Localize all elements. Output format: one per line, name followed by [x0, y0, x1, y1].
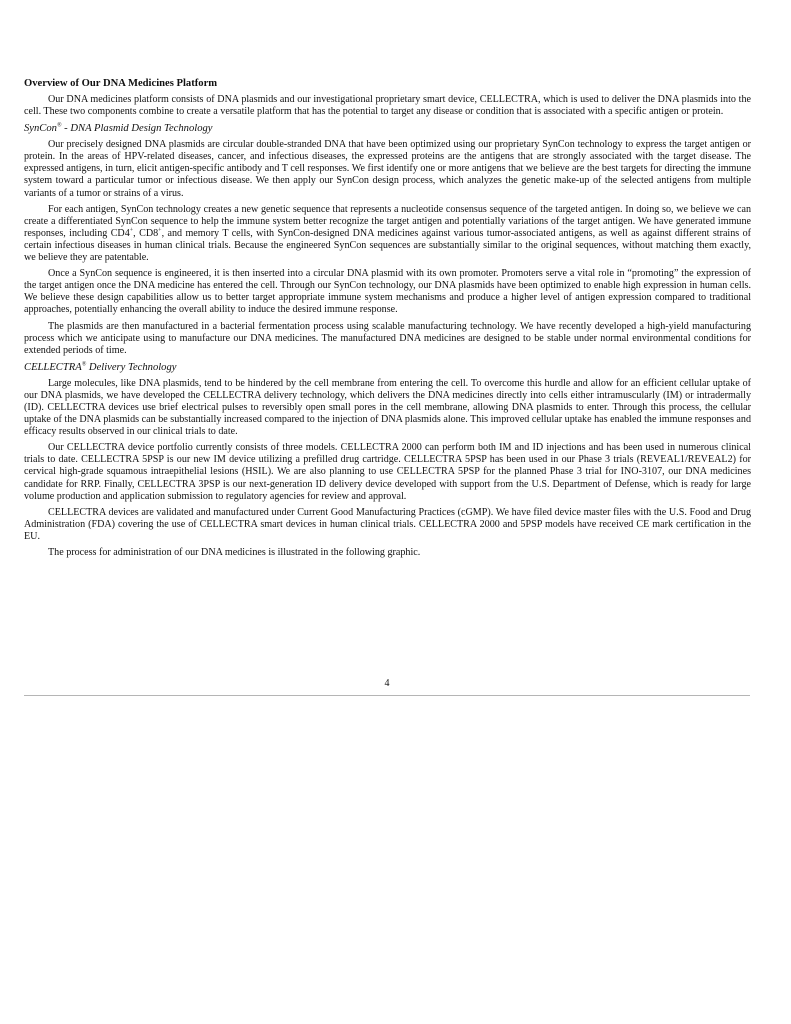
syncon-p2-text-a: For each antigen, SynCon technology creates a new genetic sequence that represents a nucleotide consensus sequence of the targeted antigen. In doing so, we believe we can create a differentiated SynCon sequence to help the immune system better recognize the target antigen and potentially variations of the target antigen. We have generated immune responses, including CD4 — [24, 203, 751, 239]
footer-divider — [24, 695, 750, 696]
cellectra-paragraph-4: The process for administration of our DNA medicines is illustrated in the following graphic. — [48, 547, 421, 558]
cellectra-registered-mark: ® — [81, 361, 87, 368]
section-title: Overview of Our DNA Medicines Platform — [24, 78, 218, 89]
cellectra-title-name: CELLECTRA — [24, 361, 82, 373]
page-number: 4 — [384, 678, 390, 689]
document-body — [24, 77, 751, 563]
syncon-p2-text-b: , CD8 — [133, 227, 159, 239]
cellectra-subheading — [24, 361, 751, 375]
syncon-paragraph-3: Once a SynCon sequence is engineered, it is then inserted into a circular DNA plasmid with its own promoter. Promoters serve a vital role in “promoting” the expression of the target antigen once the DNA medicine has entered the cell. Through our SynCon technology, our DNA plasmids have been optimized to enable high expression in human cells. We believe these design capabilities allow us to better target appropriate immune system mechanisms and produce a higher level of antigen expression compared to traditional approaches, potentially enhancing the overall ability to induce the desired immune response. — [24, 268, 751, 316]
cd4-superscript: + — [129, 227, 134, 234]
syncon-paragraph-1: Our precisely designed DNA plasmids are circular double-stranded DNA that have been optimized using our proprietary SynCon technology to express the target antigen or protein. In the areas of HPV-related diseases, cancer, and infectious diseases, the expressed proteins are the antigens that are strongly associated with the target disease. The expressed antigens, in turn, elicit antigen-specific antibody and T cell responses. We first identify one or more antigens that we believe are the best targets for directing the immune system toward a particular tumor or infectious disease. We then apply our SynCon design process, which analyzes the genetic make-up of the selected antigens from multiple variants of a tumor or strains of a virus. — [24, 139, 751, 199]
cd8-superscript: + — [158, 227, 162, 234]
syncon-paragraph-2 — [24, 204, 751, 264]
syncon-p2-text-c: , and memory T cells, with SynCon-designed DNA medicines against various tumor-associated antigens, as well as against different strains of certain infectious diseases in human clinical trials. Because the engineered SynCon sequences are substantially similar to the original sequences, without matching them exactly, we believe they are patentable. — [24, 227, 752, 264]
cellectra-paragraph-1: Large molecules, like DNA plasmids, tend to be hindered by the cell membrane from entering the cell. To overcome this hurdle and allow for an efficient cellular uptake of our DNA plasmids, we have developed the CELLECTRA delivery technology, which delivers the DNA medicines directly into cells either intramuscularly (IM) or intradermally (ID). CELLECTRA devices use brief electrical pulses to reversibly open small pores in the cell membrane, allowing DNA plasmids to enter. Through this process, the cellular uptake of the DNA plasmids can be substantially increased compared to the injection of DNA plasmids alone. This improved cellular uptake has enabled the immune responses and efficacy results observed in our clinical trials to date. — [24, 377, 751, 438]
syncon-registered-mark: ® — [56, 122, 62, 129]
syncon-subheading — [24, 122, 751, 136]
cellectra-title-rest: Delivery Technology — [86, 361, 177, 373]
cellectra-paragraph-3: CELLECTRA devices are validated and manufactured under Current Good Manufacturing Practices (cGMP). We have filed device master files with the U.S. Food and Drug Administration (FDA) covering the use of CELLECTRA smart devices in human clinical trials. CELLECTRA 2000 and 5PSP models have received CE mark certification in the EU. — [24, 506, 751, 542]
syncon-paragraph-4: The plasmids are then manufactured in a bacterial fermentation process using scalable manufacturing technology. We have recently developed a high-yield manufacturing process which we anticipate using to manufacture our DNA medicines. The manufactured DNA medicines are designed to be stable under normal environmental conditions for extended periods of time. — [24, 320, 751, 356]
intro-paragraph: Our DNA medicines platform consists of DNA plasmids and our investigational proprietary smart device, CELLECTRA, which is used to deliver the DNA plasmids into the cell. These two components combine to create a versatile platform that has the potential to target any disease or condition that is associated with a specific antigen or protein. — [24, 94, 751, 118]
syncon-title-rest: - DNA Plasmid Design Technology — [61, 123, 213, 135]
cellectra-paragraph-2: Our CELLECTRA device portfolio currently consists of three models. CELLECTRA 2000 can perform both IM and ID injections and has been used in numerous clinical trials to date. CELLECTRA 5PSP is our new IM device utilizing a prefilled drug cartridge. CELLECTRA 5PSP has been used in our Phase 3 trials (REVEAL1/REVEAL2) for cervical high-grade squamous intraepithelial lesions (HSIL). We are also planning to use CELLECTRA 5PSP for the planned Phase 3 trial for INO-3107, our DNA medicines candidate for RRP. Finally, CELLECTRA 3PSP is our next-generation ID delivery device developed with support from the U.S. Department of Defense, which is ready for large volume production and application submission to regulatory agencies for review and approval. — [24, 442, 751, 502]
syncon-title-name: SynCon — [24, 123, 57, 135]
